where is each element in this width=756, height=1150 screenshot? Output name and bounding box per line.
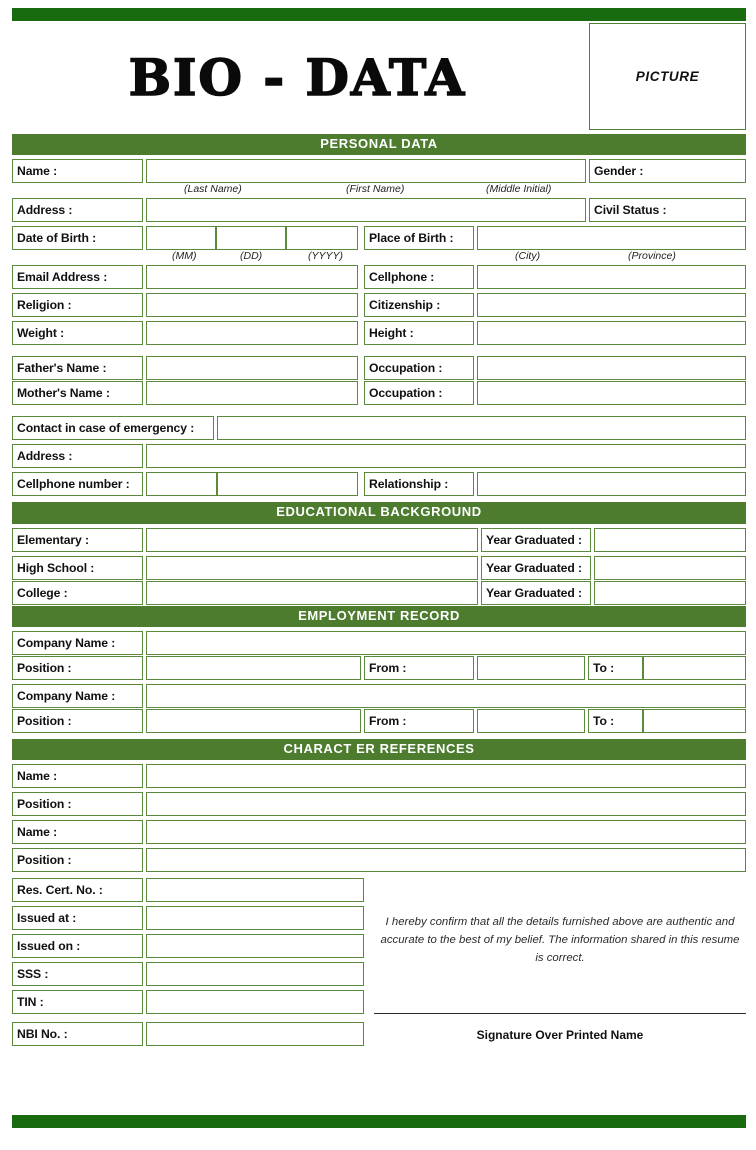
- form-header: [12, 21, 746, 134]
- dob-year-input[interactable]: [286, 226, 358, 250]
- name-sublabels: [12, 183, 746, 198]
- highschool-year-input[interactable]: [594, 556, 746, 580]
- title-container: [12, 21, 589, 134]
- sss-input[interactable]: [146, 962, 364, 986]
- college-year-label: Year Graduated :: [481, 581, 591, 605]
- section-header-personal-data: PERSONAL DATA: [12, 134, 746, 155]
- position-input-2[interactable]: [146, 709, 361, 733]
- issued-on-label: Issued on :: [12, 934, 143, 958]
- employment-to-input-2[interactable]: [643, 709, 746, 733]
- date-of-birth-label: Date of Birth :: [12, 226, 143, 250]
- reference-name-input-2[interactable]: [146, 820, 746, 844]
- relationship-input[interactable]: [477, 472, 746, 496]
- emergency-contact-label: Contact in case of emergency :: [12, 416, 214, 440]
- row-reference-position-1: [12, 792, 746, 816]
- height-label: Height :: [364, 321, 474, 345]
- employment-to-input-1[interactable]: [643, 656, 746, 680]
- elementary-year-label: Year Graduated :: [481, 528, 591, 552]
- cellphone-input[interactable]: [477, 265, 746, 289]
- position-input-1[interactable]: [146, 656, 361, 680]
- citizenship-input[interactable]: [477, 293, 746, 317]
- name-sublabel-last: (Last Name): [184, 183, 242, 196]
- row-birth: [12, 226, 746, 250]
- reference-position-label-1: Position :: [12, 792, 143, 816]
- row-religion-citizenship: [12, 293, 746, 317]
- declaration-column: [364, 878, 746, 1046]
- father-name-input[interactable]: [146, 356, 358, 380]
- elementary-input[interactable]: [146, 528, 478, 552]
- pob-sublabel-province: (Province): [628, 250, 676, 263]
- nbi-label: NBI No. :: [12, 1022, 143, 1046]
- reference-position-input-1[interactable]: [146, 792, 746, 816]
- father-occupation-label: Occupation :: [364, 356, 474, 380]
- page-title: BIO - DATA: [128, 47, 467, 107]
- college-label: College :: [12, 581, 143, 605]
- row-reference-name-1: [12, 764, 746, 788]
- row-education-highschool: [12, 556, 746, 580]
- row-position-2: [12, 709, 746, 733]
- employment-from-label-1: From :: [364, 656, 474, 680]
- mother-name-label: Mother's Name :: [12, 381, 143, 405]
- dob-month-input[interactable]: [146, 226, 216, 250]
- religion-label: Religion :: [12, 293, 143, 317]
- highschool-year-label: Year Graduated :: [481, 556, 591, 580]
- reference-position-label-2: Position :: [12, 848, 143, 872]
- nbi-input[interactable]: [146, 1022, 364, 1046]
- height-input[interactable]: [477, 321, 746, 345]
- weight-label: Weight :: [12, 321, 143, 345]
- name-sublabel-first: (First Name): [346, 183, 405, 196]
- employment-from-input-2[interactable]: [477, 709, 585, 733]
- name-sublabel-middle: (Middle Initial): [486, 183, 552, 196]
- college-year-input[interactable]: [594, 581, 746, 605]
- top-accent-bar: [12, 8, 746, 21]
- row-emergency-contact: [12, 416, 746, 440]
- address-input[interactable]: [146, 198, 586, 222]
- tin-input[interactable]: [146, 990, 364, 1014]
- row-emergency-cellphone: [12, 472, 746, 496]
- religion-input[interactable]: [146, 293, 358, 317]
- issued-at-input[interactable]: [146, 906, 364, 930]
- gender-field[interactable]: Gender :: [589, 159, 746, 183]
- row-address: [12, 198, 746, 222]
- row-tin: [12, 990, 364, 1014]
- identification-column: [12, 878, 364, 1046]
- row-name: [12, 159, 746, 183]
- place-of-birth-label: Place of Birth :: [364, 226, 474, 250]
- row-sss: [12, 962, 364, 986]
- mother-occupation-input[interactable]: [477, 381, 746, 405]
- weight-input[interactable]: [146, 321, 358, 345]
- row-education-college: [12, 581, 746, 605]
- picture-label: PICTURE: [635, 69, 700, 84]
- row-emergency-address: [12, 444, 746, 468]
- row-reference-position-2: [12, 848, 746, 872]
- highschool-input[interactable]: [146, 556, 478, 580]
- email-input[interactable]: [146, 265, 358, 289]
- row-company-name-1: [12, 631, 746, 655]
- civil-status-field[interactable]: Civil Status :: [589, 198, 746, 222]
- birth-sublabels: [12, 250, 746, 265]
- position-label-2: Position :: [12, 709, 143, 733]
- row-email-cellphone: [12, 265, 746, 289]
- form-sheet: [12, 21, 746, 1115]
- declaration-text: I hereby confirm that all the details furnished above are authentic and accurate to the best of my belief. The information shared in this resume is correct.: [380, 916, 740, 964]
- tin-label: TIN :: [12, 990, 143, 1014]
- res-cert-label: Res. Cert. No. :: [12, 878, 143, 902]
- employment-to-label-2: To :: [588, 709, 643, 733]
- section-header-educational-background: EDUCATIONAL BACKGROUND: [12, 502, 746, 523]
- sss-label: SSS :: [12, 962, 143, 986]
- row-weight-height: [12, 321, 746, 345]
- emergency-cellphone-label: Cellphone number :: [12, 472, 143, 496]
- position-label-1: Position :: [12, 656, 143, 680]
- relationship-label: Relationship :: [364, 472, 474, 496]
- bottom-block: [12, 878, 746, 1046]
- section-header-character-references: CHARACT ER REFERENCES: [12, 739, 746, 760]
- dob-sublabel-yyyy: (YYYY): [308, 250, 344, 263]
- emergency-cellphone-input-2[interactable]: [217, 472, 358, 496]
- name-input[interactable]: [146, 159, 586, 183]
- issued-on-input[interactable]: [146, 934, 364, 958]
- row-res-cert: [12, 878, 364, 902]
- pob-sublabel-city: (City): [515, 250, 541, 263]
- father-name-label: Father's Name :: [12, 356, 143, 380]
- citizenship-label: Citizenship :: [364, 293, 474, 317]
- bottom-accent-bar: [12, 1115, 746, 1128]
- place-of-birth-input[interactable]: [477, 226, 746, 250]
- reference-position-input-2[interactable]: [146, 848, 746, 872]
- signature-caption: Signature Over Printed Name: [374, 1013, 746, 1046]
- elementary-year-input[interactable]: [594, 528, 746, 552]
- mother-occupation-label: Occupation :: [364, 381, 474, 405]
- row-nbi: [12, 1022, 364, 1046]
- employment-from-input-1[interactable]: [477, 656, 585, 680]
- reference-name-input-1[interactable]: [146, 764, 746, 788]
- row-issued-on: [12, 934, 364, 958]
- row-company-name-2: [12, 684, 746, 708]
- dob-sublabel-dd: (DD): [240, 250, 263, 263]
- email-label: Email Address :: [12, 265, 143, 289]
- college-input[interactable]: [146, 581, 478, 605]
- father-occupation-input[interactable]: [477, 356, 746, 380]
- emergency-contact-input[interactable]: [217, 416, 746, 440]
- name-label: Name :: [12, 159, 143, 183]
- company-name-label-2: Company Name :: [12, 684, 143, 708]
- res-cert-input[interactable]: [146, 878, 364, 902]
- employment-to-label-1: To :: [588, 656, 643, 680]
- row-position-1: [12, 656, 746, 680]
- reference-name-label-2: Name :: [12, 820, 143, 844]
- row-issued-at: [12, 906, 364, 930]
- emergency-address-input[interactable]: [146, 444, 746, 468]
- emergency-address-label: Address :: [12, 444, 143, 468]
- dob-day-input[interactable]: [216, 226, 286, 250]
- row-education-elementary: [12, 528, 746, 552]
- elementary-label: Elementary :: [12, 528, 143, 552]
- company-name-label-1: Company Name :: [12, 631, 143, 655]
- cellphone-label: Cellphone :: [364, 265, 474, 289]
- reference-name-label-1: Name :: [12, 764, 143, 788]
- highschool-label: High School :: [12, 556, 143, 580]
- emergency-cellphone-input-1[interactable]: [146, 472, 217, 496]
- section-header-employment-record: EMPLOYMENT RECORD: [12, 606, 746, 627]
- issued-at-label: Issued at :: [12, 906, 143, 930]
- employment-from-label-2: From :: [364, 709, 474, 733]
- picture-placeholder-box[interactable]: [589, 23, 746, 130]
- company-name-input-2[interactable]: [146, 684, 746, 708]
- company-name-input-1[interactable]: [146, 631, 746, 655]
- row-mother: [12, 381, 746, 405]
- mother-name-input[interactable]: [146, 381, 358, 405]
- dob-sublabel-mm: (MM): [172, 250, 197, 263]
- address-label: Address :: [12, 198, 143, 222]
- row-reference-name-2: [12, 820, 746, 844]
- row-father: [12, 356, 746, 380]
